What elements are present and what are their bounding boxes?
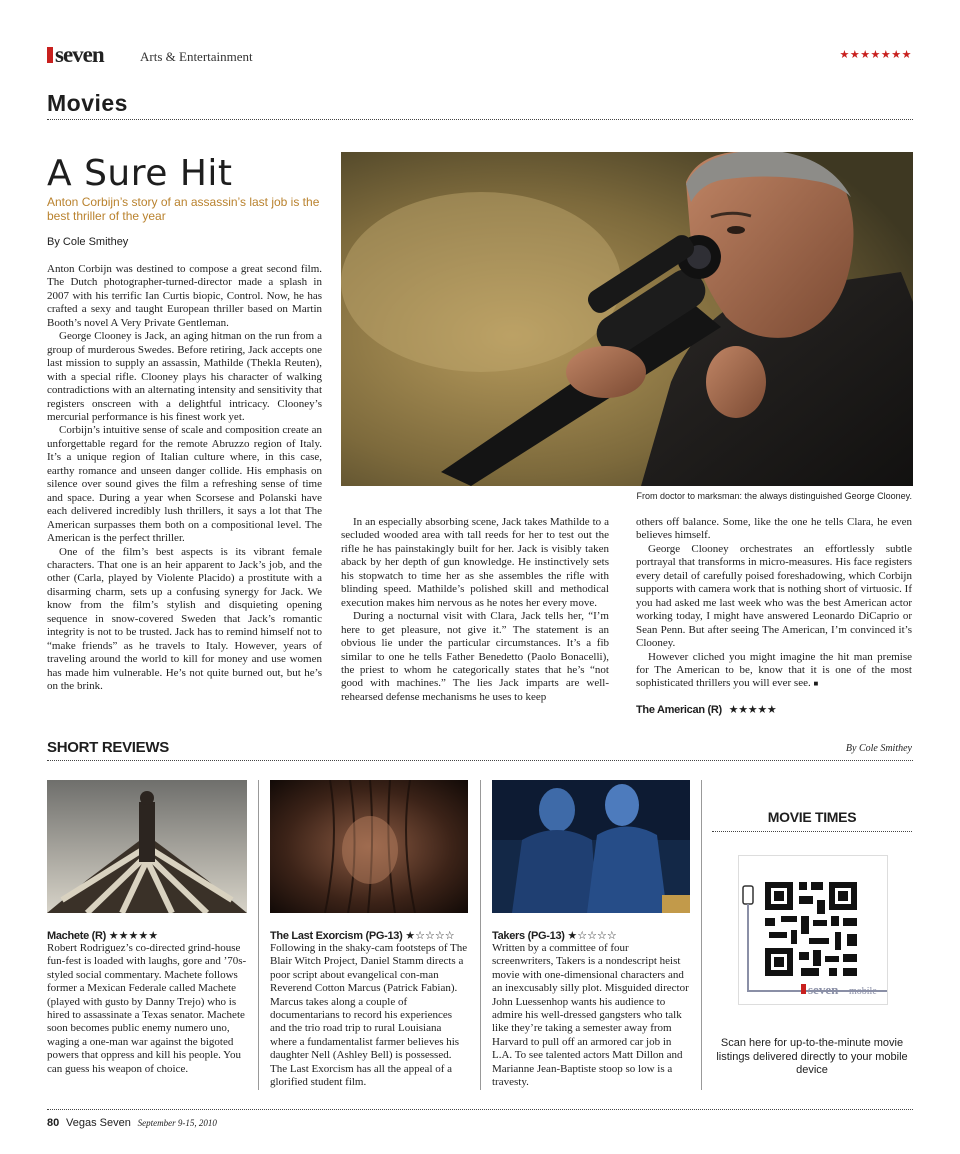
header-stars: ★★★★★★★ xyxy=(839,49,912,61)
main-photo xyxy=(341,152,913,486)
review-heading xyxy=(492,929,690,942)
paragraph-text: However cliched you might imagine the hit man premise for The American to be, know that it is one of the most sophisticated thrillers you will ever see. xyxy=(636,650,912,690)
column-divider xyxy=(258,780,259,1090)
review-body: Robert Rodriguez’s co-directed grind-house fun-fest is loaded with laughs, gore and ’70s-styled social commentary. Machete follows former a Mexican Federale called Machete (played with gusto by Danny Trejo) who is hired to assassinate a Texas senator. Machete soon becomes public enemy numero uno, waging a one-man war against the bigoted powers that oppress and kill his people. You can guess his weapon of choice. xyxy=(47,942,247,1075)
paragraph: One of the film’s best aspects is its vibrant female characters. That one is an heir apparent to Jack’s job, and the other (Carla, played by Violente Placido) a prostitute with a disarming charm, sets up a confusing synergy for Jack. We know from the film’s stylish and disquieting opening sequence in snow-covered Sweden that Jack’s romantic integrity is not to be trusted. Jack has to remind himself not to “make friends” as he travels to Italy. However, years of traveling around the world to kill for money and use women has made him vulnerable. He’s not quite burned out, but he’s on the brink. xyxy=(47,545,322,693)
paragraph: Anton Corbijn was destined to compose a great second film. The Dutch photographer-turned-director made a splash in 2007 with his terrific Ian Curtis biopic, Control. Now, he has crafted a sexy and taught European thriller based on Martin Booth’s novel A Very Private Gentleman. xyxy=(47,263,322,329)
review-stars: ★☆☆☆☆ xyxy=(405,930,455,942)
section-title: Movies xyxy=(47,90,128,116)
paragraph xyxy=(636,651,912,691)
movie-times-title: MOVIE TIMES xyxy=(767,809,857,825)
section-label: Arts & Entertainment xyxy=(140,49,253,64)
paragraph: In an especially absorbing scene, Jack takes Mathilde to a secluded wooded area with tall reeds for her to test out the rifle he has painstakingly built for her. Jack is visibly taken aback by her depth of gun knowledge. He instinctively sets his stopwatch to time her as she assembles the rifle with blinding speed. Mathilde’s polished skill and methodical execution makes him nervous as he notes her every move. xyxy=(341,516,609,609)
review-stars: ★★★★★ xyxy=(108,930,159,942)
divider xyxy=(47,1109,913,1110)
qr-brand: seven xyxy=(808,982,839,997)
qr-caption: Scan here for up-to-the-minute movie listings delivered directly to your mobile device xyxy=(716,1037,908,1076)
review-last-exorcism xyxy=(270,929,468,1089)
paragraph: Corbijn’s intuitive sense of scale and composition create an unforgettable regard for the remote Abruzzo region of Italy. It’s a unique region of Italian culture where, in this case, earthy romance and unseen danger collide. His emphasis on silence over sound gives the film a refreshing sense of time and space. During a year when Scorsese and Polanski have each delivered incredibly lush thrillers, it says a lot that The American surpasses them both on a compositional level. The American is the perfect thriller. xyxy=(47,424,322,545)
article-column-2 xyxy=(341,516,609,704)
divider xyxy=(712,831,912,832)
publication-name: Vegas Seven xyxy=(66,1117,131,1129)
review-heading xyxy=(270,929,468,942)
article-column-3 xyxy=(636,516,912,691)
qr-brand-suffix: mobile xyxy=(849,986,877,997)
review-takers xyxy=(492,929,690,1089)
photo-caption: From doctor to marksman: the always distinguished George Clooney. xyxy=(636,491,912,501)
divider xyxy=(47,760,913,761)
paragraph: During a nocturnal visit with Clara, Jack tells her, “I’m here to get pleasure, not give it.” The statement is an obvious lie under the particular circumstances. It’s a fib similar to one he tells Father Benedetto (Paolo Bonacelli), the priest to whom he categorically states that he’s “not good with machines.” The lies Jack imparts are well-rehearsed defense mechanisms he uses to keep xyxy=(341,610,609,703)
rating-stars: ★★★★★ xyxy=(728,704,777,716)
footer xyxy=(47,1117,217,1129)
last-exorcism-photo xyxy=(270,780,468,913)
review-body: Following in the shaky-cam footsteps of The Blair Witch Project, Daniel Stamm directs a poor script about evangelical con-man Reverend Cotton Marcus (Patrick Fabian). Marcus takes along a couple of documentarians to record his experiences and the trio road trip to rural Louisiana where a fundamentalist farmer believes his daughter Nell (Ashley Bell) is possessed. The Last Exorcism has all the appeal of a glorified student film. xyxy=(270,942,468,1089)
review-heading xyxy=(47,929,247,942)
column-divider xyxy=(480,780,481,1090)
paragraph: others off balance. Some, like the one he tells Clara, he even believes himself. xyxy=(636,516,912,542)
page-number: 80 xyxy=(47,1117,60,1129)
review-body: Written by a committee of four screenwriters, Takers is a nondescript heist movie with one-dimensional characters and an inexcusably silly plot. Misguided director John Luessenhop wants his audience to admire his well-dressed gangsters who talk like they’re taking a semester away from Harvard to pull off an armored car job in L.A. To see talented actors Matt Dillon and Marianne Jean-Baptiste stoop so low is a travesty. xyxy=(492,942,689,1089)
short-reviews-title: SHORT REVIEWS xyxy=(47,739,169,756)
divider xyxy=(47,119,913,120)
publication-logo: seven xyxy=(47,43,104,67)
machete-photo xyxy=(47,780,247,913)
qr-code[interactable] xyxy=(738,855,888,1005)
deck: Anton Corbijn’s story of an assassin’s last job is the best thriller of the year xyxy=(47,195,320,223)
headline: A Sure Hit xyxy=(47,153,233,194)
column-divider xyxy=(701,780,702,1090)
rating-title: The American (R) xyxy=(636,704,722,716)
review-stars: ★☆☆☆☆ xyxy=(567,930,617,942)
issue-date: September 9-15, 2010 xyxy=(137,1118,217,1128)
paragraph: George Clooney orchestrates an effortlessly subtle portrayal that transforms in micro-measures. His face registers every detail of carefully poised foreshadowing, which Corbijn supports with camera work that is nothing short of virtuosic. If you had asked me last week who was the best American actor working today, I might have answered Leonardo DiCaprio or Sean Penn. But after seeing The American, I’m convinced it’s Clooney. xyxy=(636,542,912,650)
end-mark-icon: ■ xyxy=(813,679,819,689)
review-machete xyxy=(47,929,247,1076)
takers-photo xyxy=(492,780,690,913)
paragraph: George Clooney is Jack, an aging hitman on the run from a group of murderous Swedes. Before retiring, Jack accepts one last mission to supply an assassin, Mathilde (Thekla Reuten), with a special rifle. Clooney plays his character of walking contradictions with an alternating intensity and sensitivity that registers onscreen with a delightful intricacy. Clooney’s mercurial performance is his finest work yet. xyxy=(47,330,322,423)
short-reviews-byline: By Cole Smithey xyxy=(845,743,912,754)
byline: By Cole Smithey xyxy=(47,236,129,248)
review-title: Machete (R) xyxy=(47,930,107,942)
article-column-1 xyxy=(47,263,322,694)
review-title: Takers (PG-13) xyxy=(492,930,565,942)
review-title: The Last Exorcism (PG-13) xyxy=(270,930,403,942)
rating-line xyxy=(636,703,776,716)
